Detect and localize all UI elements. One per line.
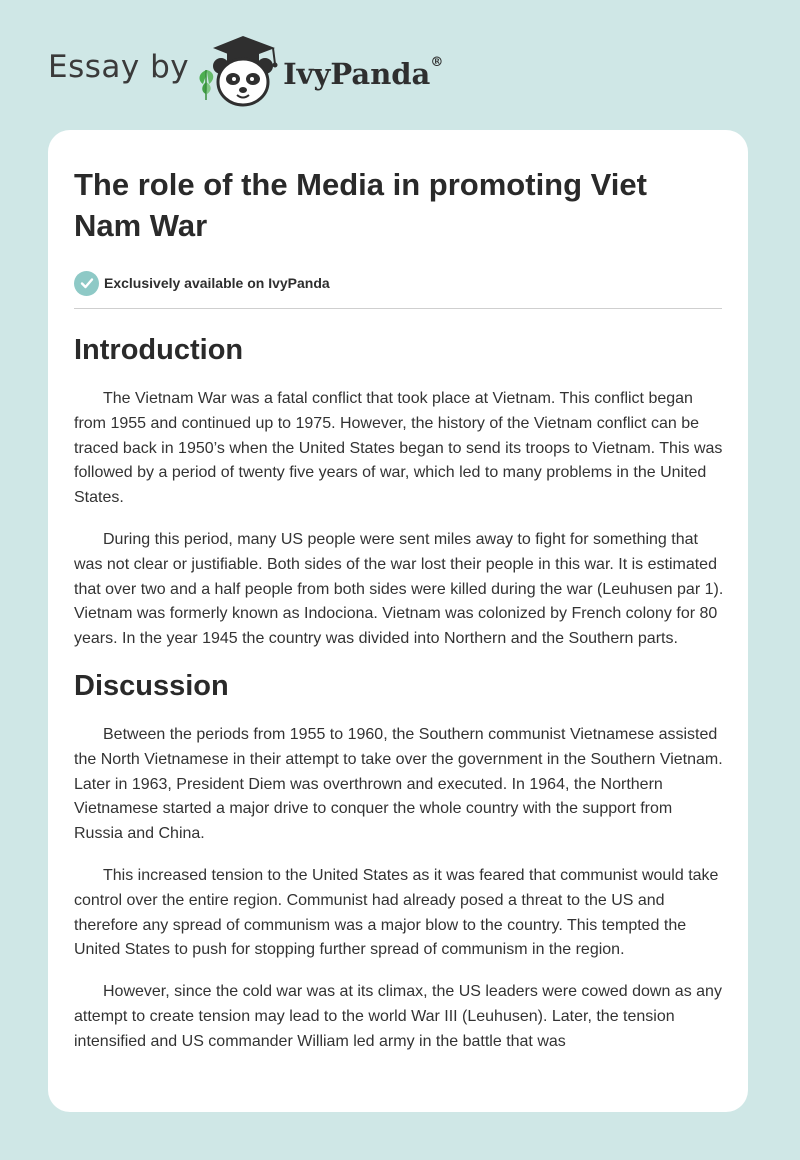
exclusive-label: Exclusively available on IvyPanda xyxy=(104,275,330,291)
paragraph: The Vietnam War was a fatal conflict that took place at Vietnam. This conflict began from 1955 and continued up to 1975. However, the history of the Vietnam conflict can be traced back in 1950’s when the United States began to send its troops to Vietnam. This was followed by a period of twenty five years of war, which led to many problems in the United States. xyxy=(74,390,723,507)
paragraph: This increased tension to the United States as it was feared that communist would take control over the entire region. Communist had already posed a threat to the US and therefore any spread of communism was a major blow to the country. This tempted the United States to push for stopping further spread of communism in the region. xyxy=(74,866,719,959)
essay-by-label: Essay by xyxy=(48,49,190,85)
page-title: The role of the Media in promoting Viet Nam War xyxy=(74,167,647,243)
paragraph: During this period, many US people were sent miles away to fight for something that was not clear or justifiable. Both sides of the war lost their people in this war. It is estimated that over two and a half people from both sides were killed during the war (Leuhusen par 1). Vietnam was formerly known as Indociona. Vietnam was colonized by French colony for 80 years. In the year 1945 the country was divided into Northern and the Southern parts. xyxy=(74,530,724,648)
divider xyxy=(74,308,722,309)
section-heading-discussion: Discussion xyxy=(74,669,229,702)
paragraph: Between the periods from 1955 to 1960, the Southern communist Vietnamese assisted the North Vietnamese in their attempt to take over the government in the Southern Vietnam. Later in 1963, President Diem was overthrown and executed. In 1964, the Northern Vietnamese started a major drive to conquer the whole country with the support from Russia and China. xyxy=(74,725,723,843)
site-header xyxy=(48,34,468,110)
essay-card xyxy=(48,130,748,1112)
check-icon xyxy=(74,271,99,296)
exclusive-badge xyxy=(74,270,722,296)
paragraph: However, since the cold war was at its climax, the US leaders were cowed down as any attempt to create tension may lead to the world War III (Leuhusen). Later, the tension intensified and US commander William led army in the battle that was xyxy=(74,983,722,1050)
section-heading-introduction: Introduction xyxy=(74,334,244,366)
brand-name[interactable]: IvyPanda® xyxy=(283,55,444,91)
leaf-icon xyxy=(200,70,214,100)
panda-logo-icon[interactable] xyxy=(193,34,289,110)
